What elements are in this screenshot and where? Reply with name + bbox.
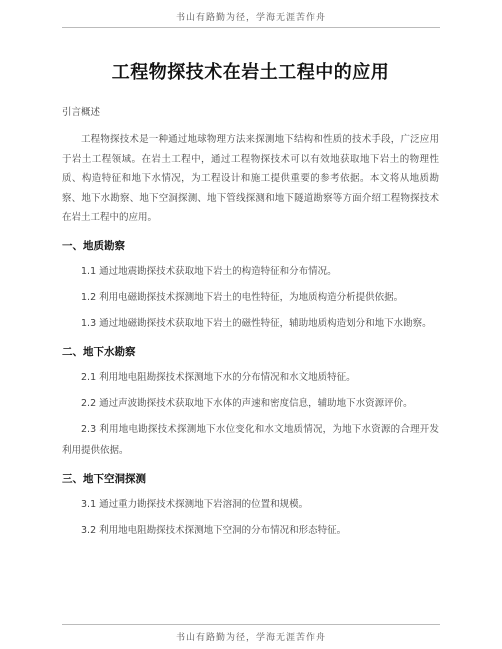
section-item: 3.1 通过重力勘探技术探测地下岩溶洞的位置和规模。 <box>81 498 309 510</box>
intro-paragraph: 工程物探技术是一种通过地球物理方法来探测地下结构和性质的技术手段，广泛应用于岩土工程领域。在岩土工程中，通过工程物探技术可以有效地获取地下岩土的物理性质、构造特征和地下水情况，为工程设计和施工提供重要的参考依据。本文将从地质勘察、地下水勘察、地下空洞探测、地下管线探测和地下隧道勘察等方面介绍工程物探技术在岩土工程中的应用。 <box>62 134 439 224</box>
section-item: 1.3 通过地磁勘探技术获取地下岩土的磁性特征，辅助地质构造划分和地下水勘察。 <box>81 317 432 329</box>
intro-label: 引言概述 <box>62 107 101 118</box>
document-body <box>62 60 439 541</box>
header-motto: 书山有路勤为径，学海无涯苦作舟 <box>175 13 326 23</box>
footer-motto: 书山有路勤为径，学海无涯苦作舟 <box>175 633 326 643</box>
section-item: 1.1 通过地震勘探技术获取地下岩土的构造特征和分布情况。 <box>81 265 337 277</box>
section-heading: 二、地下水勘察 <box>62 345 136 358</box>
section-item: 3.2 利用地电阻勘探技术探测地下空洞的分布情况和形态特征。 <box>81 524 347 536</box>
section-heading: 一、地质勘察 <box>62 239 125 252</box>
section-cavity-detection <box>62 469 439 541</box>
section-geology <box>62 236 439 334</box>
section-heading: 三、地下空洞探测 <box>62 472 146 485</box>
section-item: 2.1 利用地电阻勘探技术探测地下水的分布情况和水文地质特征。 <box>81 371 356 383</box>
section-item: 2.3 利用地电勘探技术探测地下水位变化和水文地质情况，为地下水资源的合理开发利用提供依据。 <box>62 423 439 456</box>
section-groundwater <box>62 342 439 461</box>
footer-divider <box>62 624 440 625</box>
section-item: 2.2 通过声波勘探技术获取地下水体的声速和密度信息，辅助地下水资源评价。 <box>81 397 413 409</box>
section-item: 1.2 利用电磁勘探技术探测地下岩土的电性特征，为地质构造分析提供依据。 <box>81 291 404 303</box>
document-title: 工程物探技术在岩土工程中的应用 <box>111 62 390 83</box>
header-divider <box>62 27 440 28</box>
